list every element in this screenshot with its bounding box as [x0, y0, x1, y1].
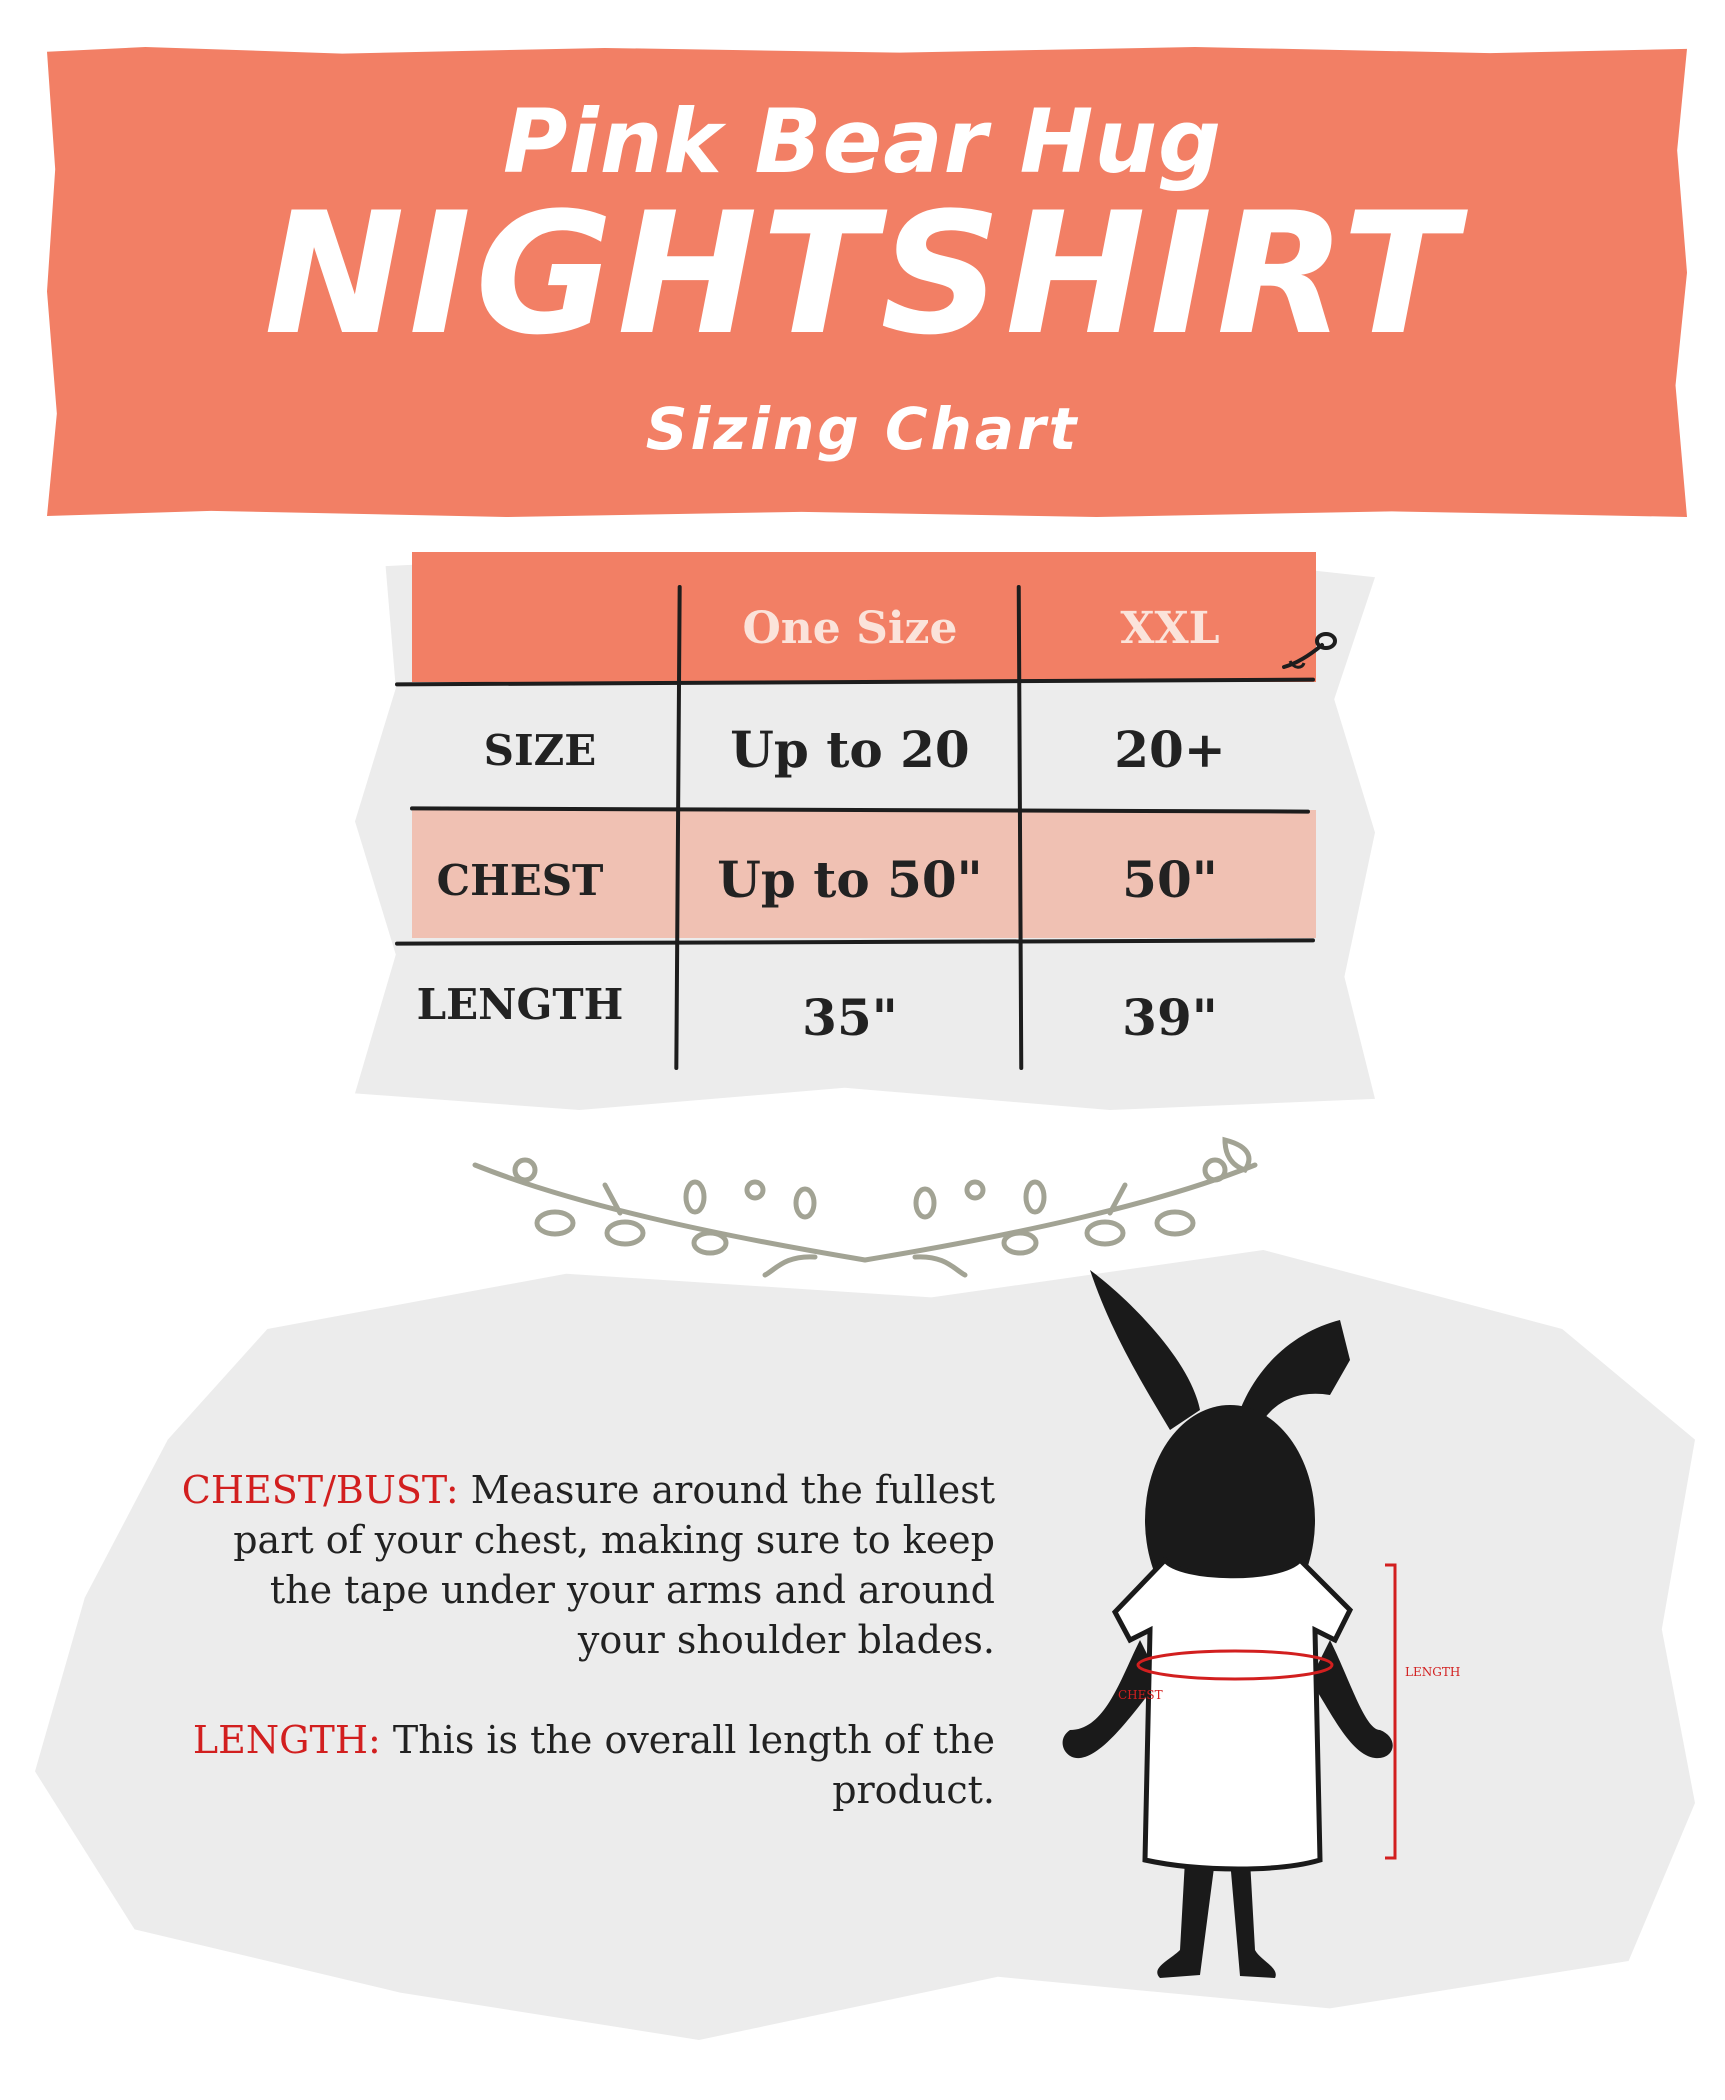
chest-term: CHEST/BUST:: [181, 1468, 459, 1512]
bunny-nightshirt-figure: [1050, 1260, 1450, 1980]
right-ear: [1240, 1320, 1350, 1425]
length-xxl-value: 39": [1122, 988, 1218, 1047]
chest-figure-label: CHEST: [1118, 1688, 1163, 1702]
right-leg: [1230, 1860, 1276, 1978]
length-measure-bracket: [1385, 1565, 1395, 1858]
length-term: LENGTH:: [192, 1718, 381, 1762]
size-one-size-value: Up to 20: [730, 720, 970, 779]
length-description: This is the overall length of the product.: [380, 1718, 995, 1812]
laurel-divider-ornament: [455, 1135, 1275, 1280]
left-ear: [1090, 1270, 1200, 1430]
length-instruction: [180, 1715, 995, 1815]
row-label-chest: CHEST: [436, 856, 604, 905]
product-title: NIGHTSHIRT: [264, 176, 1461, 372]
row-label-length: LENGTH: [416, 980, 624, 1029]
chest-xxl-value: 50": [1122, 850, 1218, 909]
length-one-size-value: 35": [802, 988, 898, 1047]
chest-instruction: [180, 1465, 995, 1665]
row-label-size: SIZE: [483, 726, 597, 775]
measurement-instructions: [180, 1465, 995, 1865]
chest-one-size-value: Up to 50": [717, 850, 983, 909]
length-figure-label: LENGTH: [1405, 1665, 1461, 1679]
chart-subtitle: Sizing Chart: [645, 395, 1080, 463]
column-header-xxl: XXL: [1120, 603, 1220, 654]
nightshirt-outline: [1115, 1560, 1350, 1869]
chest-description: Measure around the fullest part of your chest, making sure to keep the tape under your arms and around your shoulder blades.: [233, 1468, 995, 1662]
brand-name: Pink Bear Hug: [503, 90, 1222, 193]
left-leg: [1157, 1860, 1215, 1978]
size-xxl-value: 20+: [1114, 720, 1226, 779]
column-header-one-size: One Size: [742, 603, 958, 654]
needle-thread-icon: [1280, 625, 1340, 675]
